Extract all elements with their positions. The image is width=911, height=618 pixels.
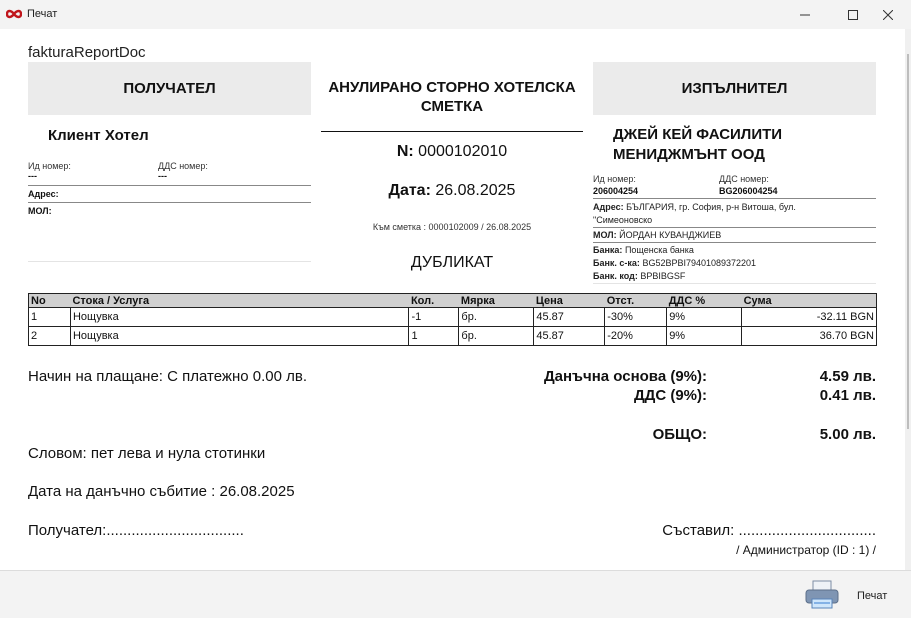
composer-signature: Съставил: .................................	[662, 522, 876, 539]
column-header: Стока / Услуга	[70, 294, 409, 308]
table-header-row	[29, 294, 877, 308]
items-table	[28, 293, 877, 346]
title-bar	[0, 0, 911, 29]
divider	[593, 227, 876, 228]
vat-value: 0.41 лв.	[819, 387, 876, 404]
recipient-mol-label: МОЛ:	[28, 206, 52, 216]
title-divider	[321, 131, 583, 132]
invoice-date-label: Дата:	[388, 182, 431, 199]
print-button-label: Печат	[857, 590, 888, 602]
supplier-account	[593, 258, 756, 268]
supplier-code-value: BPBIBGSF	[640, 271, 686, 281]
supplier-mol	[593, 230, 721, 240]
cell-unit: бр.	[459, 308, 534, 327]
divider	[28, 261, 311, 262]
table-row	[29, 327, 877, 346]
cell-no: 2	[29, 327, 71, 346]
supplier-name: ДЖЕЙ КЕЙ ФАСИЛИТИ МЕНИДЖМЪНТ ООД	[613, 126, 783, 163]
column-header: No	[29, 294, 71, 308]
recipient-id-label: Ид номер:	[28, 161, 71, 171]
cell-price: 45.87	[534, 327, 605, 346]
table-row	[29, 308, 877, 327]
column-header: Мярка	[459, 294, 534, 308]
cell-item: Нощувка	[70, 327, 409, 346]
printer-icon	[804, 580, 840, 610]
app-logo-icon	[6, 9, 22, 19]
supplier-address-value: БЪЛГАРИЯ, гр. София, р-н Витоша, бул.	[626, 202, 796, 212]
column-header: Сума	[742, 294, 877, 308]
supplier-mol-label: МОЛ:	[593, 230, 617, 240]
recipient-vat-label: ДДС номер:	[158, 161, 208, 171]
invoice-date-value: 26.08.2025	[435, 182, 516, 199]
recipient-name: Клиент Хотел	[48, 127, 149, 144]
supplier-account-label: Банк. с-ка:	[593, 258, 640, 268]
cell-price: 45.87	[534, 308, 605, 327]
report-viewer	[0, 29, 905, 570]
close-icon	[883, 10, 893, 20]
scrollbar-thumb[interactable]	[907, 54, 909, 429]
invoice-number-label: N:	[396, 143, 414, 160]
supplier-vat-label: ДДС номер:	[719, 174, 769, 184]
cell-sum: 36.70 BGN	[742, 327, 877, 346]
column-header: Цена	[534, 294, 605, 308]
vat-label: ДДС (9%):	[633, 387, 707, 404]
related-invoice: Към сметка : 0000102009 / 26.08.2025	[372, 222, 532, 232]
total-label: ОБЩО:	[652, 426, 707, 443]
tax-base-label: Данъчна основа (9%):	[543, 368, 707, 385]
cell-vat: 9%	[667, 327, 742, 346]
minimize-button[interactable]	[782, 0, 828, 29]
footer-bar	[0, 570, 911, 618]
column-header: ДДС %	[667, 294, 742, 308]
supplier-header: ИЗПЪЛНИТЕЛ	[593, 62, 876, 115]
cell-item: Нощувка	[70, 308, 409, 327]
recipient-header: ПОЛУЧАТЕЛ	[28, 62, 311, 115]
tax-base-value: 4.59 лв.	[819, 368, 876, 385]
supplier-bank-code	[593, 271, 685, 281]
maximize-icon	[848, 10, 858, 20]
total-value: 5.00 лв.	[819, 426, 876, 443]
recipient-address-label: Адрес:	[28, 189, 59, 199]
supplier-bank-value: Пощенска банка	[624, 245, 694, 255]
supplier-mol-value: ЙОРДАН КУВАНДЖИЕВ	[619, 230, 722, 240]
duplicate-label: ДУБЛИКАТ	[410, 254, 494, 271]
divider	[28, 202, 311, 203]
invoice-date	[321, 182, 583, 200]
amount-in-words: Словом: пет лева и нула стотинки	[28, 445, 266, 462]
receiver-signature: Получател:.................................	[28, 522, 244, 539]
supplier-code-label: Банк. код:	[593, 271, 638, 281]
invoice-number-value: 0000102010	[418, 143, 508, 160]
close-button[interactable]	[865, 0, 911, 29]
supplier-address-label: Адрес:	[593, 202, 624, 212]
supplier-vat-value: BG206004254	[719, 186, 778, 196]
cell-no: 1	[29, 308, 71, 327]
document-name: fakturaReportDoc	[28, 44, 146, 61]
supplier-bank-label: Банка:	[593, 245, 623, 255]
recipient-id-value: ---	[28, 171, 37, 181]
print-button[interactable]	[798, 577, 898, 613]
cell-qty: 1	[409, 327, 459, 346]
divider	[593, 283, 876, 284]
cell-discount: -20%	[605, 327, 667, 346]
minimize-icon	[800, 10, 810, 20]
composer-name: / Администратор (ID : 1) /	[736, 543, 876, 557]
recipient-vat-value: ---	[158, 171, 167, 181]
window-title: Печат	[27, 8, 58, 20]
cell-sum: -32.11 BGN	[742, 308, 877, 327]
cell-qty: -1	[409, 308, 459, 327]
supplier-bank	[593, 245, 694, 255]
divider	[593, 198, 876, 199]
supplier-address	[593, 202, 796, 212]
divider	[593, 242, 876, 243]
column-header: Отст.	[605, 294, 667, 308]
supplier-address-line2: "Симеоновско	[593, 215, 653, 225]
cell-vat: 9%	[667, 308, 742, 327]
vertical-scrollbar[interactable]	[905, 29, 911, 570]
invoice-number	[321, 143, 583, 161]
cell-discount: -30%	[605, 308, 667, 327]
column-header: Кол.	[409, 294, 459, 308]
tax-event-date: Дата на данъчно събитие : 26.08.2025	[28, 483, 295, 500]
supplier-account-value: BG52BPBI79401089372201	[642, 258, 757, 268]
supplier-id-label: Ид номер:	[593, 174, 636, 184]
payment-method: Начин на плащане: С платежно 0.00 лв.	[28, 368, 307, 385]
invoice-title: АНУЛИРАНО СТОРНО ХОТЕЛСКА СМЕТКА	[328, 79, 576, 115]
supplier-id-value: 206004254	[593, 186, 639, 196]
divider	[28, 185, 311, 186]
cell-unit: бр.	[459, 327, 534, 346]
